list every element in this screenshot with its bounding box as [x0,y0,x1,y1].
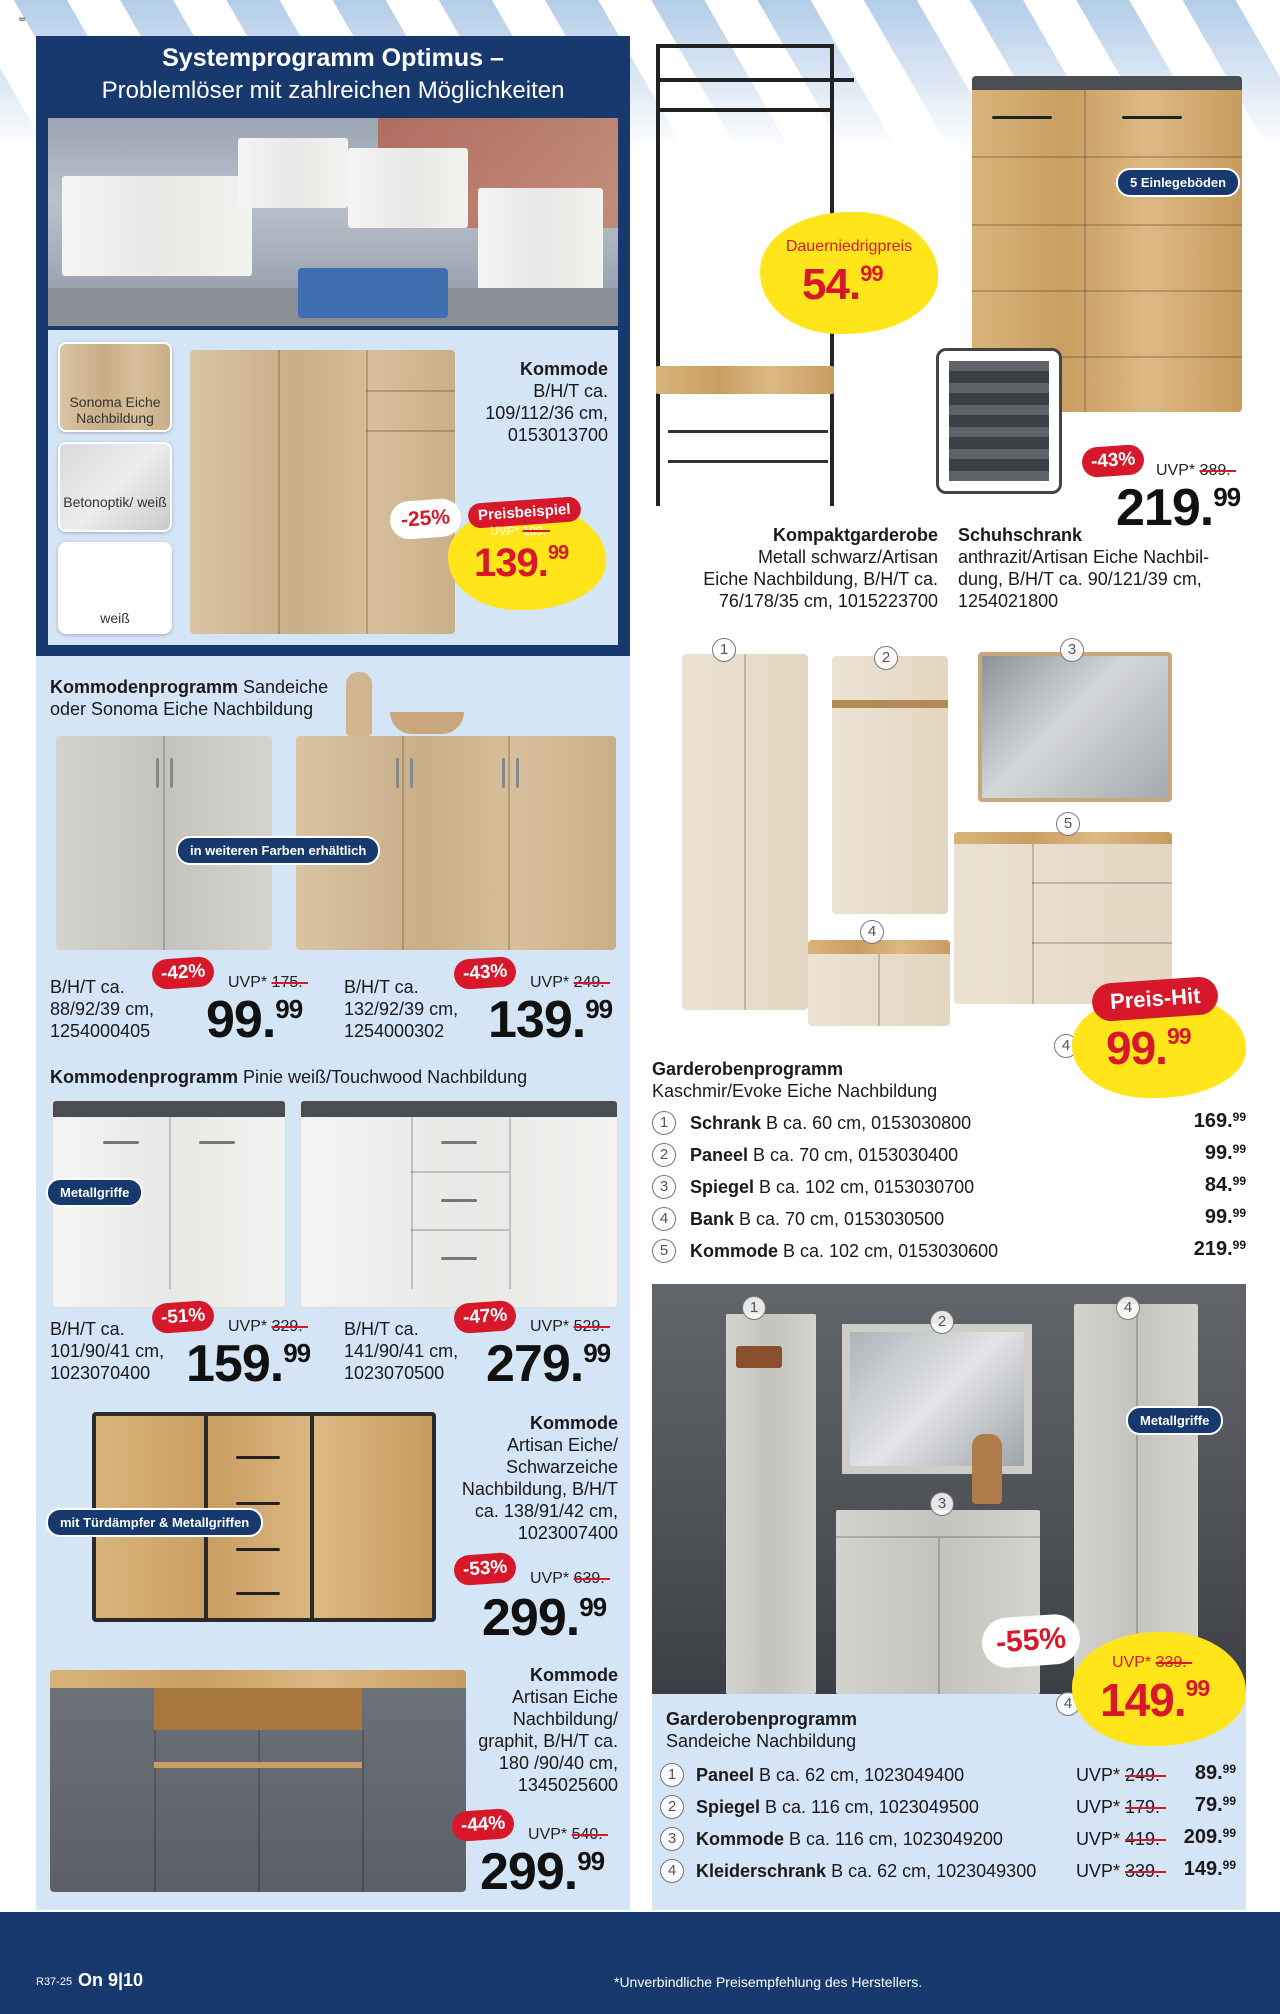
artisan1-features-pill: mit Türdämpfer & Metallgriffen [46,1508,263,1537]
pinie-heading-rest: Pinie weiß/Touchwood Nachbildung [238,1067,528,1087]
sandeiche-row-2-price-cents: 99 [1222,1794,1236,1808]
kaschmir-marker-1: 1 [712,638,736,662]
pinie-metallgriffe-pill: Metallgriffe [46,1178,143,1207]
artisan1-details [430,1412,618,1544]
footer-code: R37-25 [36,1976,73,1988]
sandeiche-row-4-desc: B ca. 62 cm, 1023049300 [826,1861,1037,1881]
schuhschrank-name: Schuhschrank [958,525,1083,545]
sandeiche-item1-uvp [228,974,308,992]
kaschmir-row-5-price-main: 219. [1193,1238,1233,1260]
kaschmir-price [1106,1024,1191,1072]
kaschmir-row-5 [652,1238,1246,1266]
sandeiche-row-4-uvp-old: 339.- [1124,1861,1166,1881]
optimus-detail-2: 109/112/36 cm, [485,403,608,423]
artisan1-detail-2: Schwarzeiche [505,1457,618,1477]
kaschmir-row-1-num: 1 [652,1111,676,1135]
kaschmir-heading [652,1058,1052,1102]
sandeiche-item1-dims [50,976,154,1042]
sandeiche-item2-dims [344,976,458,1042]
sandeiche-row-4-name: Kleiderschrank [696,1861,827,1881]
sandeiche-row-2 [660,1794,1236,1822]
kaschmir-title: Garderobenprogramm [652,1059,844,1079]
sandeiche-colors-pill: in weiteren Farben erhältlich [176,836,380,865]
sandeiche-garderobe-discount: -55% [983,1615,1080,1667]
artisan2-price-main: 299. [480,1843,578,1901]
kaschmir-row-2 [652,1142,1246,1170]
garderobe-detail-1: Metall schwarz/Artisan [757,547,938,567]
optimus-title-line1: Systemprogramm Optimus – [162,44,504,72]
kaschmir-row-4 [652,1206,1246,1234]
swatch-sonoma-label: Sonoma Eiche Nachbildung [69,394,161,426]
kaschmir-kommode-image [954,832,1172,1004]
garderobe-price-cents: 99 [860,261,883,286]
optimus-uvp-label: UVP* [490,524,520,538]
sandeiche-item2-price [488,991,613,1049]
artisan1-detail-5: 1023007400 [517,1523,618,1543]
sandeiche-item2-uvp-old: 249.- [573,974,611,991]
artisan1-uvp-label: UVP* [530,1570,570,1587]
garderobe-price [802,262,883,308]
sandeiche-row-2-num: 2 [660,1795,684,1819]
sandeiche-item1-price-cents: 99 [275,994,303,1024]
sandeiche-heading-bold: Kommodenprogramm [50,677,239,697]
kaschmir-row-3-name: Spiegel [690,1177,755,1197]
sandeiche-row-3 [660,1826,1236,1854]
artisan2-price-cents: 99 [577,1846,605,1876]
schuhschrank-detail-2: dung, B/H/T ca. 90/121/39 cm, [958,569,1202,589]
kaschmir-row-3 [652,1174,1246,1202]
sandeiche-garderobe-price [1100,1676,1209,1724]
kaschmir-marker-4: 4 [860,920,884,944]
kaschmir-list [652,1110,1246,1270]
kaschmir-row-1-name: Schrank [690,1113,762,1133]
sandeiche-row-1-price-main: 89. [1194,1762,1223,1784]
kaschmir-row-2-price-cents: 99 [1232,1142,1246,1156]
kaschmir-row-4-price-main: 99. [1204,1206,1233,1228]
kaschmir-row-5-num: 5 [652,1239,676,1263]
sandeiche-item2-uvp-label: UVP* [530,974,570,991]
kaschmir-schrank-image [682,654,808,1010]
swatch-sonoma[interactable] [58,342,172,432]
swatch-weiss[interactable] [58,542,172,634]
kaschmir-row-5-desc: B ca. 102 cm, 0153030600 [778,1241,999,1261]
kaschmir-row-4-num: 4 [652,1207,676,1231]
sandeiche-row-3-price-cents: 99 [1222,1826,1236,1840]
optimus-uvp [490,524,550,538]
kaschmir-subtitle: Kaschmir/Evoke Eiche Nachbildung [652,1081,938,1101]
kaschmir-badge: Preis-Hit [1091,976,1220,1023]
sandeiche-item1-discount: -42% [151,956,215,990]
sandeiche-row-3-price-main: 209. [1183,1826,1223,1848]
pinie-large-image [300,1100,618,1308]
kaschmir-row-2-num: 2 [652,1143,676,1167]
schuhschrank-details [958,524,1258,612]
pinie-item2-price [486,1335,611,1393]
sandeiche-row-4 [660,1858,1236,1886]
sandeiche-row-2-uvp-label: UVP* [1075,1797,1120,1817]
optimus-title-line2: Problemlöser mit zahlreichen Möglichkeiten [101,77,565,104]
pinie-item2-dims [344,1318,458,1384]
sandeiche-row-3-name: Kommode [696,1829,785,1849]
pinie-item2-dim-2: 141/90/41 cm, [344,1341,459,1361]
schuhschrank-uvp [1156,462,1236,480]
kaschmir-price-main: 99. [1106,1022,1167,1074]
schuhschrank-uvp-label: UVP* [1156,462,1196,479]
pinie-heading-bold: Kommodenprogramm [50,1067,239,1087]
sandeiche-item1-uvp-label: UVP* [228,974,268,991]
optimus-detail-3: 0153013700 [507,425,608,445]
pinie-item1-uvp-label: UVP* [228,1318,268,1335]
sandeiche-row-1-uvp-label: UVP* [1075,1765,1120,1785]
artisan1-price-cents: 99 [579,1592,607,1622]
sandeiche-item1-dim-1: B/H/T ca. [50,977,125,997]
garderobe-name: Kompaktgarderobe [772,525,938,545]
schuhschrank-uvp-old: 389.- [1199,462,1237,479]
sandeiche-row-3-uvp-label: UVP* [1075,1829,1120,1849]
artisan1-detail-1: Artisan Eiche/ [506,1435,618,1455]
optimus-kommode-image [190,350,455,634]
artisan2-detail-3: graphit, B/H/T ca. [478,1731,618,1751]
pinie-item2-uvp [530,1318,610,1336]
optimus-name: Kommode [519,359,608,379]
kaschmir-row-3-price-main: 84. [1204,1174,1233,1196]
sandeiche-item2-price-cents: 99 [585,994,613,1024]
sandeiche-row-4-price-cents: 99 [1222,1858,1236,1872]
artisan2-detail-5: 1345025600 [517,1775,618,1795]
footer-pages: On 9|10 [78,1970,144,1990]
kaschmir-row-4-desc: B ca. 70 cm, 0153030500 [734,1209,945,1229]
artisan2-detail-4: 180 /90/40 cm, [498,1753,618,1773]
sandeiche-row-2-name: Spiegel [696,1797,761,1817]
sandeiche-row-1-name: Paneel [696,1765,755,1785]
kaschmir-row-5-name: Kommode [690,1241,779,1261]
sandeiche-item1-price-main: 99. [206,991,276,1049]
sandeiche-item2-dim-3: 1254000302 [344,1021,445,1041]
optimus-title [36,44,630,105]
optimus-details [440,358,608,446]
sandeiche-row-1-uvp-old: 249.- [1124,1765,1166,1785]
artisan2-details [430,1664,618,1796]
sandeiche-heading [50,676,610,720]
artisan1-uvp-old: 639.- [573,1570,611,1587]
sandeiche-item1-dim-3: 1254000405 [50,1021,151,1041]
kaschmir-paneel-image [832,656,948,914]
sandeiche-row-1 [660,1762,1236,1790]
pinie-item1-price-cents: 99 [283,1338,311,1368]
sandeiche-garderobe-title: Garderobenprogramm [666,1709,858,1729]
sandeiche-garderobe-pill: Metallgriffe [1126,1406,1223,1435]
corner-mark: = [18,14,27,25]
sandeiche-marker-3: 3 [930,1492,954,1516]
pinie-item2-dim-3: 1023070500 [344,1363,445,1383]
schuhschrank-detail-1: anthrazit/Artisan Eiche Nachbil- [958,547,1210,567]
garderobe-price-main: 54. [802,260,861,309]
sandeiche-row-1-desc: B ca. 62 cm, 1023049400 [754,1765,965,1785]
artisan2-detail-1: Artisan Eiche [511,1687,618,1707]
kaschmir-row-5-price-cents: 99 [1232,1238,1246,1252]
kaschmir-row-4-price-cents: 99 [1232,1206,1246,1220]
artisan2-uvp-label: UVP* [528,1826,568,1843]
schuhschrank-price-main: 219. [1116,479,1214,537]
kaschmir-marker-4b: 4 [1054,1034,1078,1058]
swatch-beton-label: Betonoptik/ weiß [63,494,167,510]
artisan2-detail-2: Nachbildung/ [512,1709,618,1729]
pinie-item2-uvp-label: UVP* [530,1318,570,1335]
artisan2-name: Kommode [529,1665,618,1685]
artisan2-discount: -44% [451,1808,515,1842]
sandeiche-heading-rest: Sandeiche [238,677,329,697]
sandeiche-item2-discount: -43% [453,956,517,990]
sandeiche-marker-4: 4 [1116,1296,1140,1320]
kaschmir-row-3-price-cents: 99 [1232,1174,1246,1188]
pinie-item2-uvp-old: 529.- [573,1318,611,1335]
pinie-item1-price [186,1335,311,1393]
sandeiche-row-2-uvp-old: 179.- [1124,1797,1166,1817]
pinie-item1-dims [50,1318,164,1384]
kaschmir-marker-3: 3 [1060,638,1084,662]
artisan1-discount: -53% [453,1552,517,1586]
pinie-item1-dim-1: B/H/T ca. [50,1319,125,1339]
pinie-item1-uvp-old: 329.- [271,1318,309,1335]
pinie-item1-price-main: 159. [186,1335,284,1393]
kaschmir-price-cents: 99 [1166,1023,1191,1049]
kaschmir-row-1-price-main: 169. [1193,1110,1233,1132]
schuhschrank-detail-3: 1254021800 [958,591,1059,611]
optimus-price-main: 139. [474,541,548,585]
pinie-heading [50,1066,620,1088]
artisan1-price-main: 299. [482,1589,580,1647]
optimus-price [474,542,568,584]
sandeiche-garderobe-price-cents: 99 [1185,1675,1210,1701]
kaschmir-marker-2: 2 [874,646,898,670]
artisan1-detail-3: Nachbildung, B/H/T [461,1479,618,1499]
kaschmir-row-2-desc: B ca. 70 cm, 0153030400 [748,1145,959,1165]
sandeiche-garderobe-uvp-label: UVP* [1112,1654,1152,1671]
sandeiche-garderobe-price-main: 149. [1100,1674,1186,1726]
kaschmir-row-3-num: 3 [652,1175,676,1199]
sandeiche-row-1-price-cents: 99 [1222,1762,1236,1776]
sandeiche-garderobe-uvp-old: 339.- [1155,1654,1193,1671]
sandeiche-item1-dim-2: 88/92/39 cm, [50,999,155,1019]
pinie-item1-dim-2: 101/90/41 cm, [50,1341,165,1361]
sandeiche-item1-price [206,991,303,1049]
pinie-item1-dim-3: 1023070400 [50,1363,151,1383]
swatch-weiss-label: weiß [100,610,130,626]
sandeiche-item2-dim-1: B/H/T ca. [344,977,419,997]
optimus-detail-1: B/H/T ca. [533,381,608,401]
artisan1-price [482,1589,607,1647]
sandeiche-row-4-price-main: 149. [1183,1858,1223,1880]
sandeiche-item2-dim-2: 132/92/39 cm, [344,999,459,1019]
sandeiche-item2-price-main: 139. [488,991,586,1049]
kaschmir-row-2-name: Paneel [690,1145,749,1165]
bowl-decoration [390,712,464,734]
sandeiche-heading-line2: oder Sonoma Eiche Nachbildung [50,699,314,719]
schuhschrank-price-cents: 99 [1213,482,1241,512]
pinie-item2-price-main: 279. [486,1335,584,1393]
sandeiche-row-2-desc: B ca. 116 cm, 1023049500 [760,1797,979,1817]
schuhschrank-inner-image [936,348,1062,494]
optimus-price-cents: 99 [547,542,569,564]
sandeiche-marker-4b: 4 [1056,1692,1080,1716]
sandeiche-row-3-uvp-old: 419.- [1124,1829,1166,1849]
kaschmir-row-3-desc: B ca. 102 cm, 0153030700 [754,1177,975,1197]
sandeiche-garderobe-uvp [1112,1654,1192,1672]
pinie-item1-uvp [228,1318,308,1336]
sandeiche-row-3-num: 3 [660,1827,684,1851]
schuhschrank-discount: -43% [1081,444,1145,478]
artisan1-name: Kommode [529,1413,618,1433]
optimus-discount: -25% [391,500,460,539]
artisan2-uvp [528,1826,608,1844]
kaschmir-spiegel-image [978,652,1172,802]
kaschmir-row-1-price-cents: 99 [1232,1110,1246,1124]
sandeiche-garderobe-heading [666,1708,1066,1752]
kaschmir-marker-5: 5 [1056,812,1080,836]
artisan2-price [480,1843,605,1901]
pinie-item2-discount: -47% [453,1300,517,1334]
garderobe-details [650,524,938,612]
sandeiche-item2-uvp [530,974,610,992]
sandeiche-marker-1: 1 [742,1296,766,1320]
garderobe-detail-2: Eiche Nachbildung, B/H/T ca. [703,569,938,589]
garderobe-badge: Dauerniedrigpreis [785,238,913,255]
kaschmir-row-4-name: Bank [690,1209,735,1229]
sandeiche-row-4-num: 4 [660,1859,684,1883]
artisan2-image [50,1670,466,1892]
kaschmir-row-1 [652,1110,1246,1138]
kaschmir-row-1-desc: B ca. 60 cm, 0153030800 [761,1113,972,1133]
sandeiche-row-1-num: 1 [660,1763,684,1787]
optimus-uvp-old: 189.- [522,524,551,538]
artisan1-detail-4: ca. 138/91/42 cm, [474,1501,618,1521]
sandeiche-garderobe-list [660,1762,1236,1892]
artisan2-uvp-old: 540.- [571,1826,609,1843]
artisan1-uvp [530,1570,610,1588]
schuhschrank-pill: 5 Einlegeböden [1116,168,1240,197]
kaschmir-row-2-price-main: 99. [1204,1142,1233,1164]
sandeiche-row-3-desc: B ca. 116 cm, 1023049200 [784,1829,1003,1849]
vase-decoration [346,672,372,736]
optimus-room-image [48,118,618,326]
sandeiche-row-4-uvp-label: UVP* [1075,1861,1120,1881]
pinie-item2-dim-1: B/H/T ca. [344,1319,419,1339]
pinie-item1-discount: -51% [151,1300,215,1334]
footer-note: *Unverbindliche Preisempfehlung des Herstellers. [614,1974,923,1990]
pinie-item2-price-cents: 99 [583,1338,611,1368]
sandeiche-row-2-price-main: 79. [1194,1794,1223,1816]
sandeiche-garderobe-subtitle: Sandeiche Nachbildung [666,1731,857,1751]
sandeiche-marker-2: 2 [930,1310,954,1334]
garderobe-detail-3: 76/178/35 cm, 1015223700 [718,591,938,611]
sandeiche-item1-uvp-old: 175.- [271,974,309,991]
optimus-badge: Preisbeispiel [467,496,581,529]
kaschmir-bank-image [808,940,950,1026]
footer-bar [0,1912,1280,2014]
swatch-beton[interactable] [58,442,172,532]
